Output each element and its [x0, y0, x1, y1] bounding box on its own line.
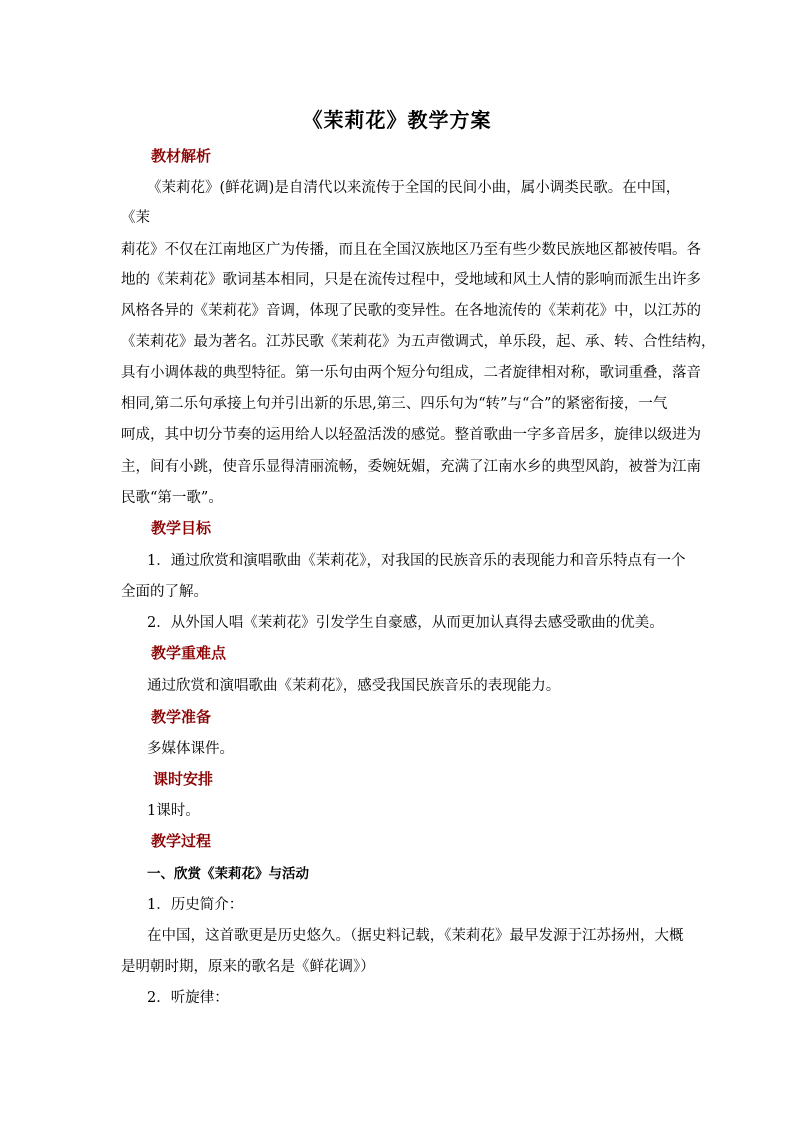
heading-schedule: 课时安排: [153, 770, 214, 788]
heading-preparation: 教学准备: [151, 708, 212, 726]
key-points-line: 通过欣赏和演唱歌曲《茉莉花》，感受我国民族音乐的表现能力。: [147, 678, 561, 694]
heading-goals: 教学目标: [151, 519, 212, 537]
analysis-line-11: 民歌“第一歌”。: [121, 490, 223, 506]
heading-key-points: 教学重难点: [151, 644, 227, 662]
analysis-line-3: 莉花》不仅在江南地区广为传播，而且在全国汉族地区乃至有些少数民族地区都被传唱。各: [121, 242, 701, 258]
goals-line-2: 全面的了解。: [121, 584, 208, 600]
analysis-line-10: 主，间有小跳，使音乐显得清丽流畅，委婉妩媚，充满了江南水乡的典型风韵，被誉为江南: [121, 459, 701, 475]
heading-analysis: 教材解析: [151, 147, 212, 165]
process-line-3: 是明朝时期，原来的歌名是《鲜花调》）: [121, 959, 375, 975]
analysis-line-9: 呵成，其中切分节奏的运用给人以轻盈活泼的感觉。整首歌曲一字多音居多，旋律以级进为: [121, 427, 701, 443]
process-line-1: 1．历史简介：: [147, 897, 244, 913]
process-subheading: 一、欣赏《茉莉花》与活动: [147, 866, 309, 882]
goals-line-3: 2．从外国人唱《茉莉花》引发学生自豪感，从而更加认真得去感受歌曲的优美。: [147, 615, 664, 631]
analysis-line-8: 相同,第二乐句承接上句并引出新的乐思,第三、四乐句为“转”与“合”的紧密衔接，一气: [121, 396, 668, 412]
process-line-2: 在中国，这首歌更是历史悠久。（据史料记载，《茉莉花》最早发源于江苏扬州，大概: [147, 928, 684, 944]
goals-line-1: 1．通过欣赏和演唱歌曲《茉莉花》，对我国的民族音乐的表现能力和音乐特点有一个: [147, 553, 686, 569]
analysis-line-6: 《茉莉花》最为著名。江苏民歌《茉莉花》为五声徵调式，单乐段，起、承、转、合性结构，: [121, 334, 716, 350]
analysis-line-1: 《茉莉花》(鲜花调)是自清代以来流传于全国的民间小曲，属小调类民歌。在中国，: [147, 180, 681, 196]
document-title: 《茉莉花》教学方案: [302, 108, 492, 132]
analysis-line-5: 风格各异的《茉莉花》音调，体现了民歌的变异性。在各地流传的《茉莉花》中，以江苏的: [121, 303, 701, 319]
preparation-line: 多媒体课件。: [147, 741, 234, 757]
process-line-4: 2．听旋律：: [147, 990, 229, 1006]
analysis-line-4: 地的《茉莉花》歌词基本相同，只是在流传过程中，受地域和风土人情的影响而派生出许多: [121, 272, 701, 288]
schedule-line: 1课时。: [147, 803, 200, 819]
analysis-line-7: 具有小调体裁的典型特征。第一乐句由两个短分句组成，二者旋律相对称，歌词重叠，落音: [121, 365, 701, 381]
analysis-line-2: 《茉: [121, 210, 150, 226]
heading-process: 教学过程: [151, 832, 212, 850]
